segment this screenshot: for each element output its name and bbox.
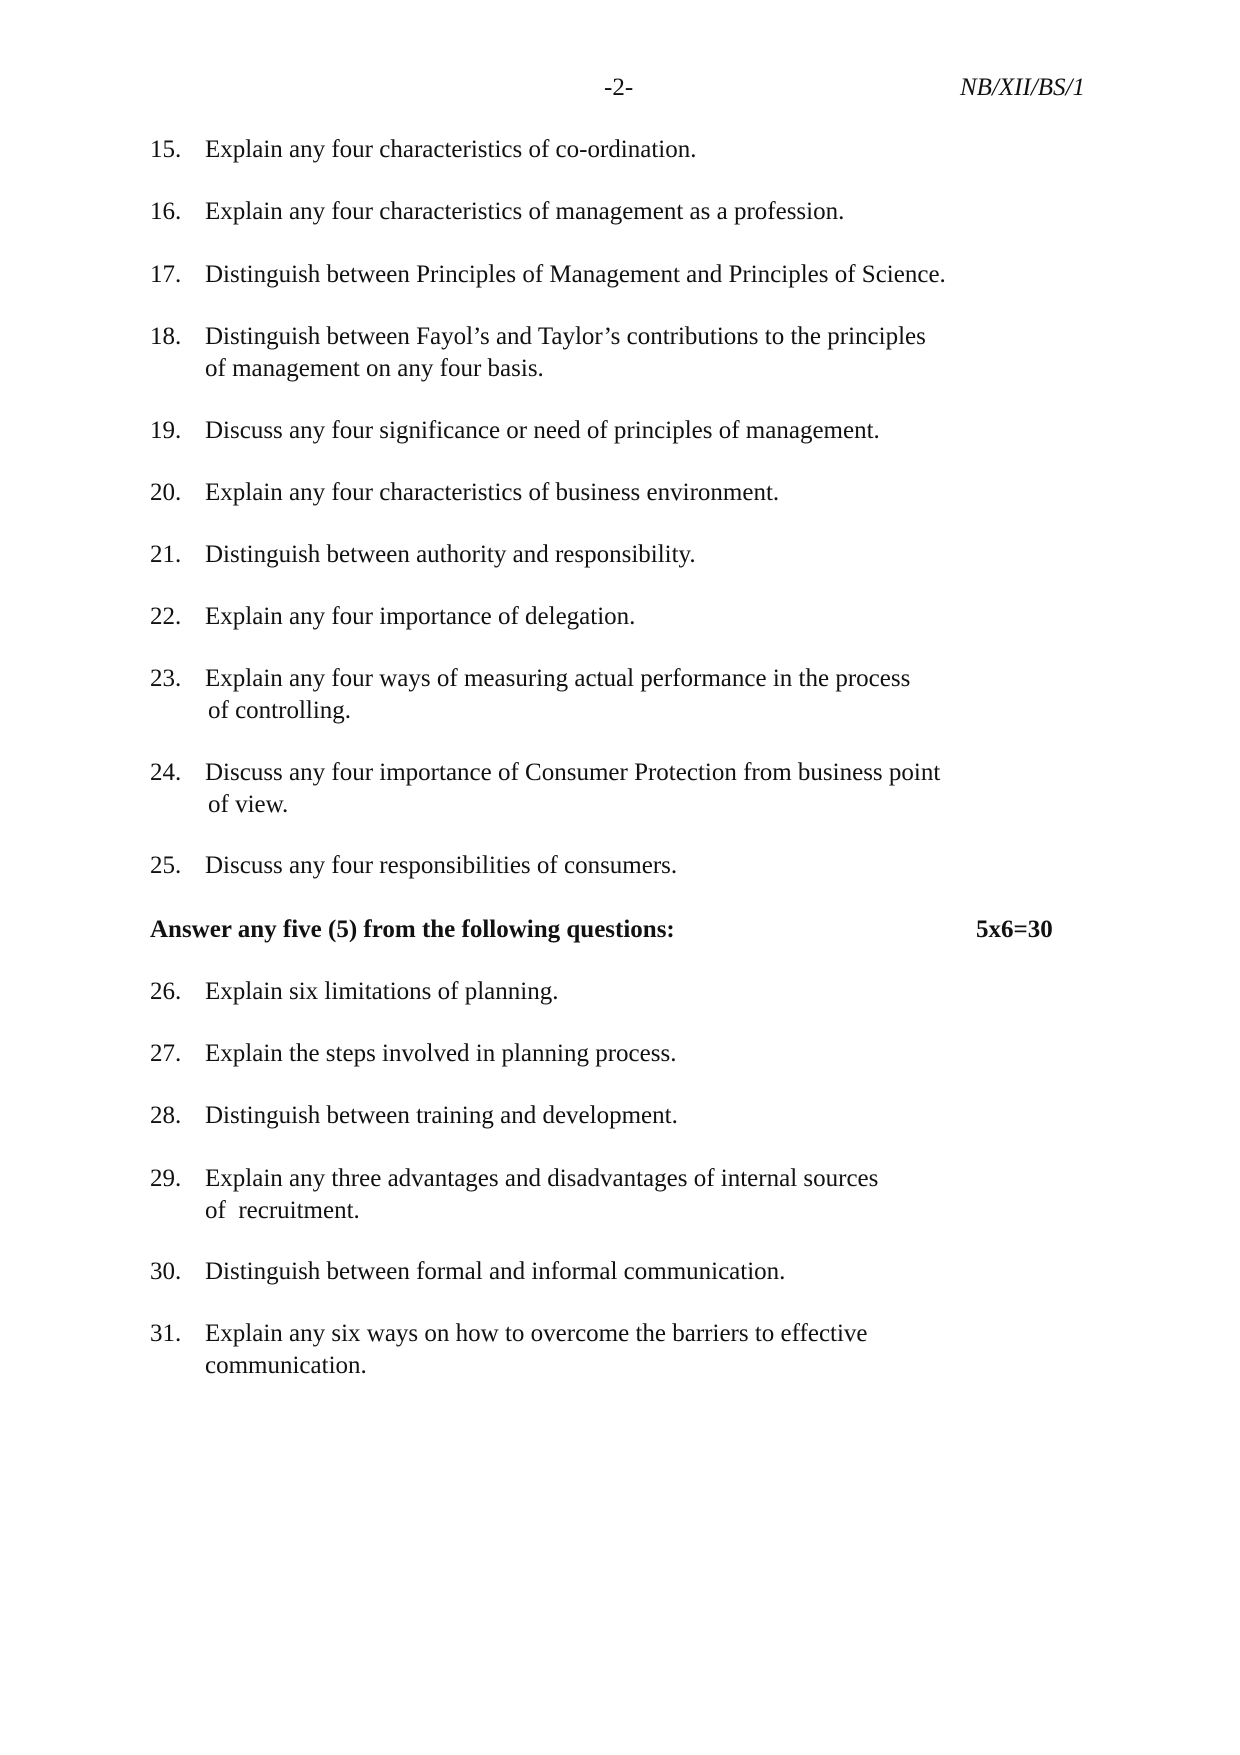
question-27: [150, 1038, 1050, 1070]
question-text-line-1: Distinguish between Fayol’s and Taylor’s contributions to the principles: [205, 323, 926, 350]
question-number: 29.: [150, 1165, 182, 1192]
question-16: [150, 196, 1050, 228]
question-31: [150, 1318, 1050, 1382]
question-23: [150, 663, 1050, 727]
question-number: 24.: [150, 759, 182, 786]
question-text: Distinguish between training and development.: [205, 1102, 678, 1129]
question-29: [150, 1163, 1050, 1227]
question-text-line-2: of recruitment.: [205, 1197, 360, 1224]
question-text-line-1: Explain any six ways on how to overcome the barriers to effective: [205, 1320, 868, 1347]
question-text: Distinguish between authority and responsibility.: [205, 541, 696, 568]
question-number: 19.: [150, 417, 182, 444]
question-text-line-2: of management on any four basis.: [205, 355, 544, 382]
question-17: [150, 259, 1050, 291]
question-text: Explain any four importance of delegation.: [205, 603, 636, 630]
question-number: 28.: [150, 1102, 182, 1129]
question-text: Distinguish between Principles of Management and Principles of Science.: [205, 261, 946, 288]
question-22: [150, 601, 1050, 633]
question-number: 17.: [150, 261, 182, 288]
question-text: Discuss any four significance or need of principles of management.: [205, 417, 880, 444]
question-text-line-2: communication.: [205, 1352, 367, 1379]
question-text: Explain the steps involved in planning process.: [205, 1040, 677, 1067]
question-18: [150, 321, 1050, 385]
question-number: 31.: [150, 1320, 182, 1347]
question-number: 30.: [150, 1258, 182, 1285]
document-code: NB/XII/BS/1: [960, 74, 1085, 101]
question-text-line-1: Discuss any four importance of Consumer Protection from business point: [205, 759, 941, 786]
question-number: 21.: [150, 541, 182, 568]
question-number: 18.: [150, 323, 182, 350]
question-19: [150, 415, 1050, 447]
question-number: 25.: [150, 852, 182, 879]
question-number: 23.: [150, 665, 182, 692]
question-text-line-1: Explain any four ways of measuring actual performance in the process: [205, 665, 911, 692]
question-21: [150, 539, 1050, 571]
question-number: 20.: [150, 479, 182, 506]
question-text-line-2: of controlling.: [208, 697, 352, 724]
question-26: [150, 976, 1050, 1008]
question-number: 22.: [150, 603, 182, 630]
question-text-line-2: of view.: [208, 791, 289, 818]
question-number: 26.: [150, 978, 182, 1005]
question-text: Distinguish between formal and informal communication.: [205, 1258, 786, 1285]
question-text: Explain any four characteristics of management as a profession.: [205, 198, 845, 225]
question-15: [150, 134, 1050, 166]
section-marks: 5x6=30: [976, 916, 1053, 943]
question-25: [150, 850, 1050, 882]
question-number: 27.: [150, 1040, 182, 1067]
question-30: [150, 1256, 1050, 1288]
question-28: [150, 1100, 1050, 1132]
question-number: 15.: [150, 136, 182, 163]
page-number: -2-: [604, 74, 634, 101]
question-text: Explain any four characteristics of business environment.: [205, 479, 780, 506]
section-heading: Answer any five (5) from the following questions:: [150, 916, 675, 943]
question-text-line-1: Explain any three advantages and disadvantages of internal sources: [205, 1165, 879, 1192]
question-text: Discuss any four responsibilities of consumers.: [205, 852, 678, 879]
question-text: Explain six limitations of planning.: [205, 978, 559, 1005]
question-24: [150, 757, 1050, 821]
question-20: [150, 477, 1050, 509]
question-number: 16.: [150, 198, 182, 225]
question-text: Explain any four characteristics of co-ordination.: [205, 136, 697, 163]
